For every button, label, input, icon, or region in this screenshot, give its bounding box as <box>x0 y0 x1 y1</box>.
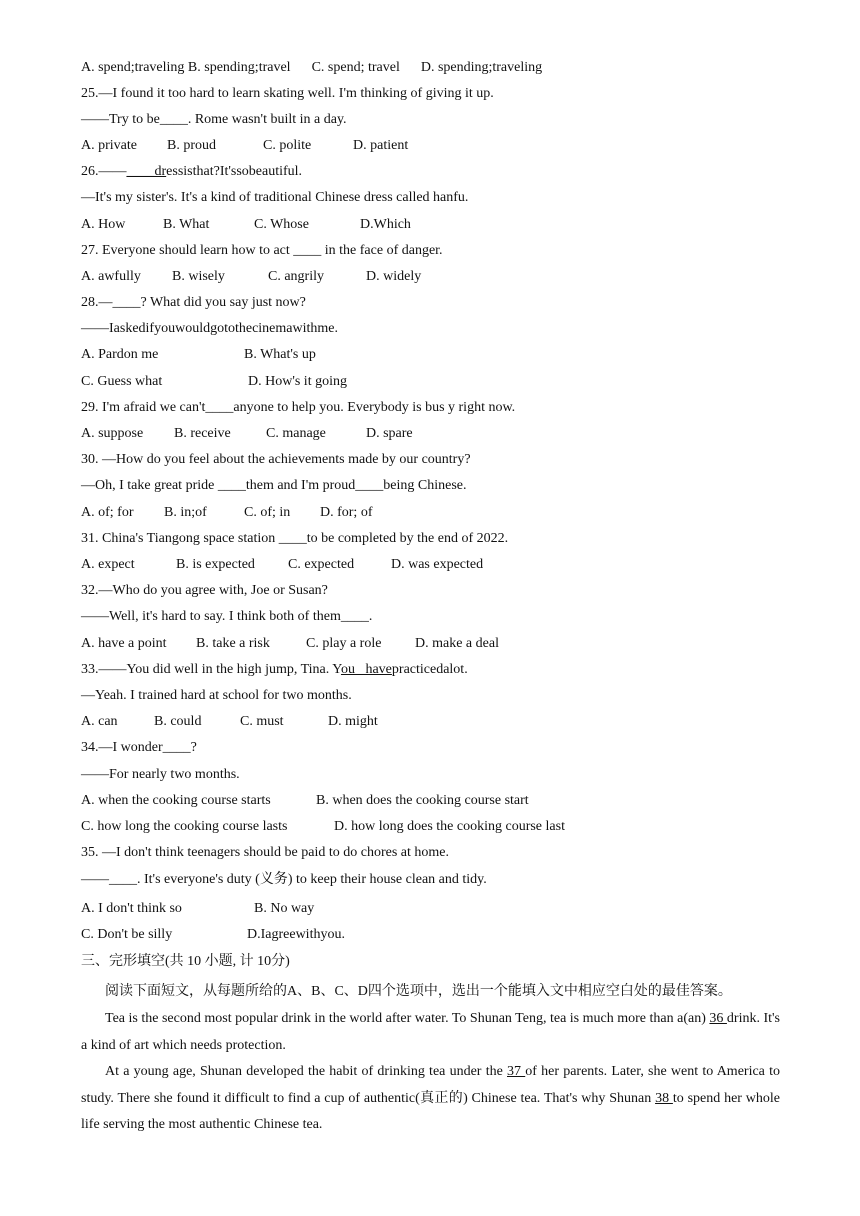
q26-option-a: A. How <box>81 217 126 232</box>
q29-option-a: A. suppose <box>81 426 144 441</box>
q35-option-c: C. Don't be silly <box>81 927 173 942</box>
q30-option-b: B. in;of <box>164 505 207 520</box>
q30-option-c: C. of; in <box>244 505 291 520</box>
q32-response: ——Well, it's hard to say. I think both of them____. <box>81 609 373 624</box>
q30-response: —Oh, I take great pride ____them and I'm proud____being Chinese. <box>81 478 467 493</box>
q32-option-c: C. play a role <box>306 636 382 651</box>
q30-option-d: D. for; of <box>320 505 373 520</box>
section-instruction: 阅读下面短文，从每题所给的A、B、C、D四个选项中，选出一个能填入文中相应空白处的最佳答案。 <box>105 984 732 999</box>
q25-prompt: 25.—I found it too hard to learn skating well. I'm thinking of giving it up. <box>81 86 494 101</box>
q24-options: A. spend;traveling B. spending;travel C. spend; travel D. spending;traveling <box>81 60 543 75</box>
q32-option-a: A. have a point <box>81 636 167 651</box>
q29-prompt: 29. I'm afraid we can't____anyone to help you. Everybody is bus y right now. <box>81 400 516 415</box>
q27-prompt: 27. Everyone should learn how to act ____ in the face of danger. <box>81 243 443 258</box>
q28-prompt: 28.—____? What did you say just now? <box>81 295 306 310</box>
q33-response: —Yeah. I trained hard at school for two months. <box>81 688 352 703</box>
q30-prompt: 30. —How do you feel about the achievements made by our country? <box>81 452 471 467</box>
q27-option-c: C. angrily <box>268 269 324 284</box>
q35-prompt: 35. —I don't think teenagers should be paid to do chores at home. <box>81 845 449 860</box>
q25-option-d: D. patient <box>353 138 409 153</box>
q31-option-b: B. is expected <box>176 557 255 572</box>
q34-option-d: D. how long does the cooking course last <box>334 819 565 834</box>
q31-prompt: 31. China's Tiangong space station ____to be completed by the end of 2022. <box>81 531 509 546</box>
q32-option-d: D. make a deal <box>415 636 499 651</box>
q34-option-c: C. how long the cooking course lasts <box>81 819 288 834</box>
q33-option-a: A. can <box>81 714 118 729</box>
q26-response: —It's my sister's. It's a kind of traditional Chinese dress called hanfu. <box>81 190 469 205</box>
q27-option-b: B. wisely <box>172 269 225 284</box>
q27-option-d: D. widely <box>366 269 422 284</box>
q26-option-b: B. What <box>163 217 210 232</box>
q28-response: ——Iaskedifyouwouldgotothecinemawithme. <box>81 321 338 336</box>
q35-option-a: A. I don't think so <box>81 901 182 916</box>
q34-prompt: 34.—I wonder____? <box>81 740 197 755</box>
q28-option-d: D. How's it going <box>248 374 347 389</box>
q28-option-c: C. Guess what <box>81 374 163 389</box>
q32-prompt: 32.—Who do you agree with, Joe or Susan? <box>81 583 328 598</box>
q35-option-d: D.Iagreewithyou. <box>247 927 345 942</box>
q26-option-d: D.Which <box>360 217 411 232</box>
q28-option-b: B. What's up <box>244 347 316 362</box>
q30-option-a: A. of; for <box>81 505 134 520</box>
q32-option-b: B. take a risk <box>196 636 270 651</box>
q34-option-b: B. when does the cooking course start <box>316 793 529 808</box>
q31-option-a: A. expect <box>81 557 135 572</box>
q35-option-b: B. No way <box>254 901 315 916</box>
q31-option-d: D. was expected <box>391 557 484 572</box>
passage-paragraph-2: At a young age, Shunan developed the habit of drinking tea under the 37 of her parents. Later, she went to America to study. There she found it difficult to find a cup of authentic(真正的) Chinese tea. That's why Shunan 38 to spend her whole life serving the most authentic Chinese tea. <box>81 1064 780 1132</box>
q25-option-c: C. polite <box>263 138 312 153</box>
q35-response: ——____. It's everyone's duty (义务) to keep their house clean and tidy. <box>81 872 487 887</box>
q33-option-c: C. must <box>240 714 284 729</box>
q25-option-a: A. private <box>81 138 137 153</box>
q33-option-b: B. could <box>154 714 202 729</box>
q29-option-c: C. manage <box>266 426 326 441</box>
q31-option-c: C. expected <box>288 557 355 572</box>
q29-option-b: B. receive <box>174 426 231 441</box>
q33-option-d: D. might <box>328 714 378 729</box>
q29-option-d: D. spare <box>366 426 413 441</box>
q34-option-a: A. when the cooking course starts <box>81 793 271 808</box>
q25-option-b: B. proud <box>167 138 216 153</box>
passage-paragraph-1: Tea is the second most popular drink in the world after water. To Shunan Teng, tea is much more than a(an) 36 drink. It's a kind of art which needs protection. <box>81 1011 781 1053</box>
q26-option-c: C. Whose <box>254 217 309 232</box>
q28-option-a: A. Pardon me <box>81 347 159 362</box>
q27-option-a: A. awfully <box>81 269 141 284</box>
section-heading: 三、完形填空(共 10 小题, 计 10分) <box>81 954 290 969</box>
q25-response: ——Try to be____. Rome wasn't built in a day. <box>81 112 347 127</box>
q34-response: ——For nearly two months. <box>81 767 240 782</box>
q26-prompt: 26.——____dressisthat?It'ssobeautiful. <box>81 164 303 179</box>
q33-prompt: 33.——You did well in the high jump, Tina. You havepracticedalot. <box>81 662 468 677</box>
